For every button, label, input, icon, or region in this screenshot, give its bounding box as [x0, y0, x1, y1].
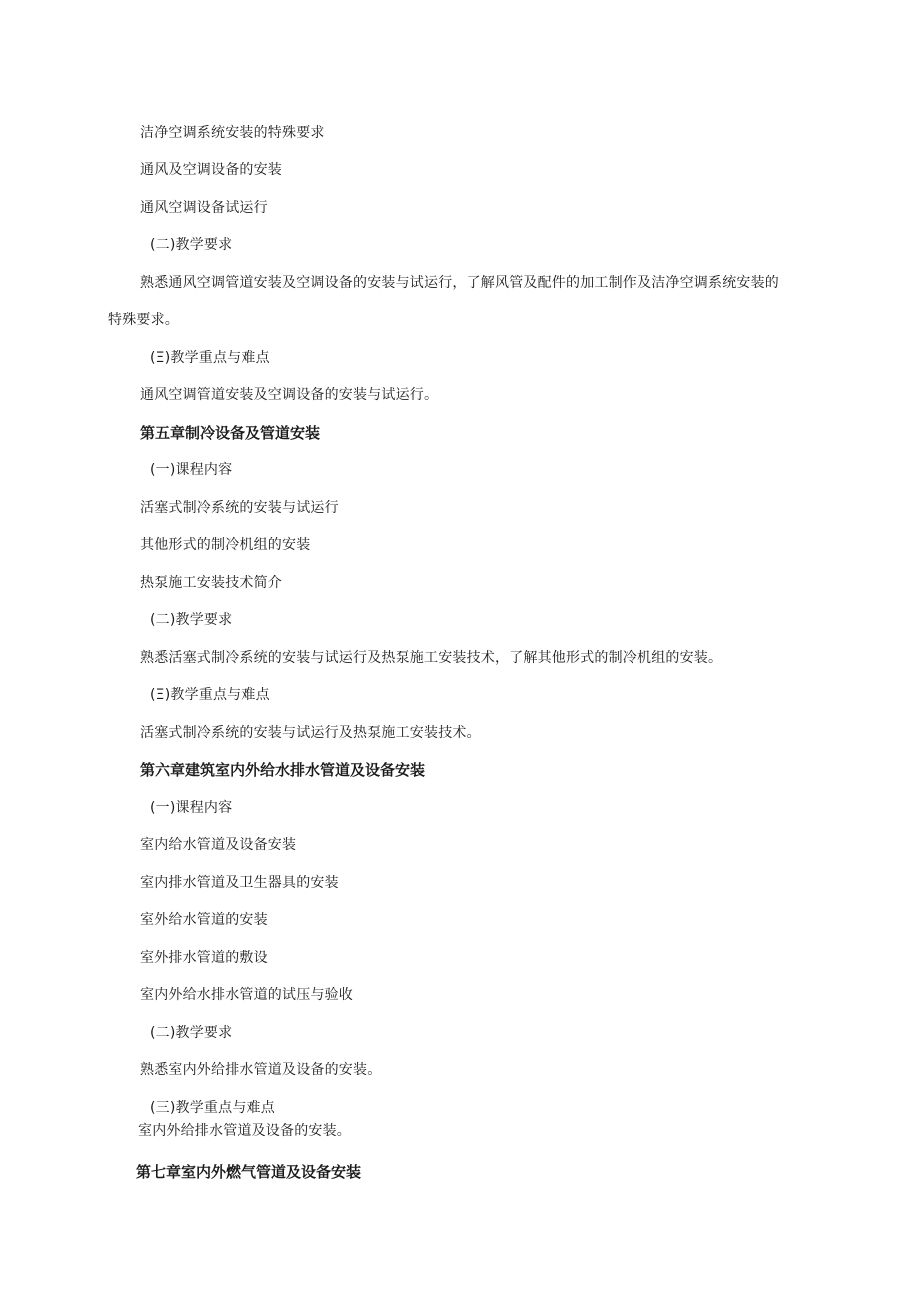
chapter-heading: 第七章室内外燃气管道及设备安装 [136, 1163, 362, 1181]
paragraph-line: 熟悉活塞式制冷系统的安装与试运行及热泵施工安装技术，了解其他形式的制冷机组的安装。 [140, 650, 723, 666]
text-line: 洁净空调系统安装的特殊要求 [140, 125, 325, 141]
text-line: 室内排水管道及卫生器具的安装 [140, 875, 339, 891]
text-line: 室内外给排水管道及设备的安装。 [138, 1123, 351, 1139]
section-label: (三)教学重点与难点 [150, 1100, 275, 1116]
text-line: 通风及空调设备的安装 [140, 162, 282, 178]
text-line: 室内给水管道及设备安装 [140, 837, 297, 853]
chapter-heading: 第五章制冷设备及管道安装 [140, 424, 321, 442]
text-line: 通风空调管道安装及空调设备的安装与试运行。 [140, 387, 439, 403]
section-label: (一)课程内容 [150, 462, 233, 478]
section-label: (二)教学要求 [150, 1025, 233, 1041]
text-line: 其他形式的制冷机组的安装 [140, 537, 311, 553]
paragraph-line: 熟悉通风空调管道安装及空调设备的安装与试运行，了解风管及配件的加工制作及洁净空调系统安装的 [140, 275, 779, 291]
section-label: (Ξ)教学重点与难点 [150, 350, 270, 366]
text-line: 热泵施工安装技术简介 [140, 575, 282, 591]
text-line: 熟悉室内外给排水管道及设备的安装。 [140, 1062, 382, 1078]
chapter-heading: 第六章建筑室内外给水排水管道及设备安装 [140, 761, 426, 779]
text-line: 通风空调设备试运行 [140, 200, 268, 216]
text-line: 室内外给水排水管道的试压与验收 [140, 987, 353, 1003]
text-line: 室外排水管道的敷设 [140, 950, 268, 966]
paragraph-line: 特殊要求。 [108, 312, 179, 328]
section-label: (二)教学要求 [150, 237, 233, 253]
text-line: 活塞式制冷系统的安装与试运行 [140, 500, 339, 516]
section-label: (二)教学要求 [150, 612, 233, 628]
text-line: 室外给水管道的安装 [140, 912, 268, 928]
section-label: (一)课程内容 [150, 800, 233, 816]
section-label: (Ξ)教学重点与难点 [150, 687, 270, 703]
text-line: 活塞式制冷系统的安装与试运行及热泵施工安装技术。 [140, 725, 481, 741]
